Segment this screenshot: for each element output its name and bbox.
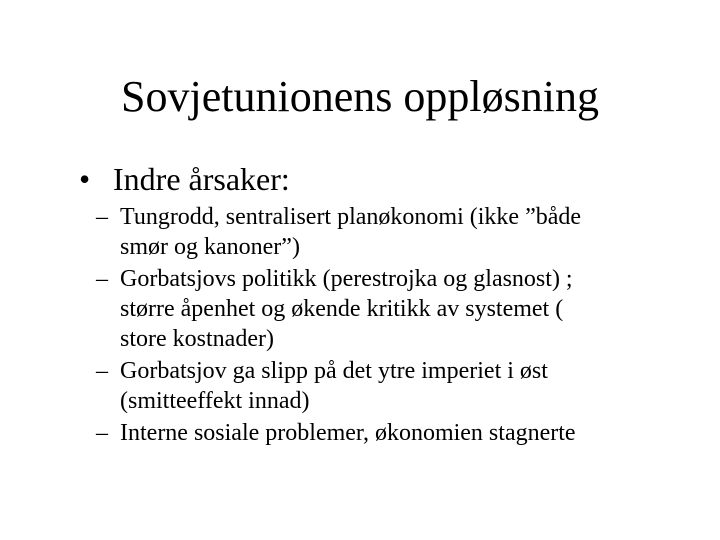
sub-item-planokonomi — [96, 202, 700, 262]
dash-icon: – — [96, 358, 108, 384]
sub-item-line: smør og kanoner”) — [120, 234, 300, 260]
bullet-text: Indre årsaker: — [113, 161, 290, 197]
bullet-icon: • — [79, 161, 91, 197]
sub-item-line: større åpenhet og økende kritikk av systemet ( — [120, 296, 564, 322]
dash-icon: – — [96, 204, 108, 230]
sub-item-sosiale-problemer — [96, 418, 700, 448]
sub-bullet-list — [96, 202, 700, 450]
sub-item-line: store kostnader) — [120, 326, 274, 352]
sub-item-gorbatsjovs-politikk — [96, 264, 700, 354]
sub-item-line: Interne sosiale problemer, økonomien stagnerte — [120, 420, 576, 446]
dash-icon: – — [96, 266, 108, 292]
sub-item-line: Gorbatsjovs politikk (perestrojka og glasnost) ; — [120, 266, 573, 292]
sub-item-line: (smitteeffekt innad) — [120, 388, 310, 414]
sub-item-ytre-imperiet — [96, 356, 700, 416]
sub-item-line: Tungrodd, sentralisert planøkonomi (ikke ”både — [120, 204, 582, 230]
slide-title: Sovjetunionens oppløsning — [121, 72, 599, 121]
sub-item-line: Gorbatsjov ga slipp på det ytre imperiet i øst — [120, 358, 548, 384]
dash-icon: – — [96, 420, 108, 446]
bullet-item-indre-arsaker — [79, 160, 290, 198]
